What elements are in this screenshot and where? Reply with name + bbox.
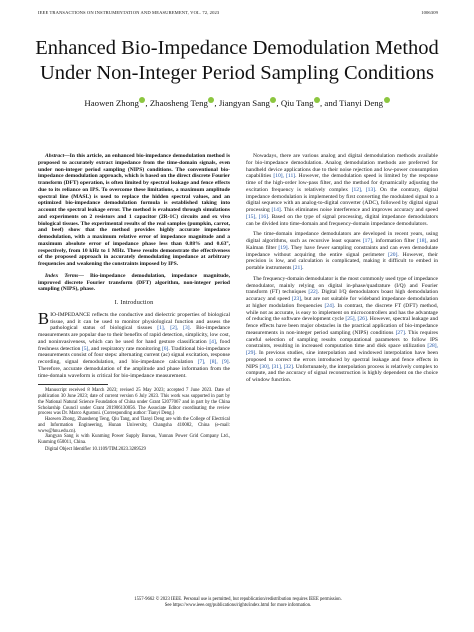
copyright-line-2[interactable]: See https://www.ieee.org/publications/rights/index.html for more information.: [164, 603, 312, 608]
abstract-text: —In this article, an enhanced bio-impedance demodulation method is proposed to accurately extract impedance from the time-domain signals, even under non-integer period sampling (NIPS) conditions. The conventional bio-impedance demodulation approach, which is based on the direct discrete Fourier transform (DFT) operation, is often limited by spectral leakage and fence effects due to its reliance on IPS. To overcome these limitations, a maximum amplitude spectral line (MASL) is used to replace the hidden spectral values, and an optimized bio-impedance demodulation formula is established taking into account the spectral leakage error. The method is evaluated through simulations and experiments on 2 resistors and 1 capacitor (2R-1C) circuits and ex vivo biological tissues. The experimental results of the real samples (pumpkin, carrot, and beef) show that the method provides highly accurate impedance demodulation, with a maximum relative error of impedance magnitude and a maximum absolute error of impedance phase less than 0.88% and 0.63°, respectively, from 10 kHz to 1 MHz. These results demonstrate the effectiveness of the proposed approach in accurately demodulating impedance at arbitrary frequencies and weakening the constraints imposed by IPS.: [38, 153, 230, 267]
citation-link[interactable]: [19]: [278, 244, 288, 251]
body-paragraph: [246, 153, 438, 227]
title-line-2: Under Non-Integer Period Sampling Conditions: [39, 62, 434, 84]
copyright-notice: [38, 597, 438, 609]
page-number: 1006309: [421, 10, 438, 15]
citation-link[interactable]: [20]: [388, 251, 398, 258]
footnotes: [38, 388, 230, 453]
text-run: IO-IMPEDANCE reflects the conductive and dielectric properties of biological tissue, and it can be used to monitor physiological function and assess the pathological status of biological tissues: [50, 311, 230, 332]
author-name[interactable]: Qiu Tang: [280, 98, 314, 108]
citation-link[interactable]: [4]: [209, 338, 216, 345]
citation-link[interactable]: [27]: [395, 329, 405, 336]
text-run: . Therefore, accurate demodulation of the amplitude and phase information from the time-domain waveform is critical for bio-impedance measurement.: [38, 359, 230, 379]
body-paragraph: [246, 276, 438, 384]
citation-link[interactable]: [15], [16]: [246, 213, 269, 220]
author-name[interactable]: Tianyi Deng: [339, 98, 384, 108]
citation-link[interactable]: [6]: [161, 345, 169, 352]
text-run: . They have fewer sampling constraints and can even demodulate impedance without acquiring the entire signal perimeter: [246, 244, 438, 258]
index-terms-text: — Bio-impedance demodulation, impedance magnitude, improved discrete Fourier transform (DFT) algorithm, non-integer period sampling (NIPS), phase.: [38, 272, 230, 293]
citation-link[interactable]: [17]: [362, 238, 373, 244]
text-run: , and Kalman filter: [246, 238, 438, 251]
text-run: , information filter: [372, 238, 418, 244]
right-column: [246, 153, 438, 384]
citation-link[interactable]: [12], [13]: [351, 186, 376, 193]
text-run: . Traditional bio-impedance measurements consist of four steps: alternating current (ac) signal excitation, response recording, signal demodulation, and bio-impedance calculation: [38, 345, 230, 365]
author-name[interactable]: Haowen Zhong: [84, 98, 139, 108]
citation-link[interactable]: [22]: [308, 289, 318, 296]
author-separator: , and: [320, 98, 340, 108]
text-run: The time-domain impedance demodulators are developed in recent years, using digital algorithms, such as recursive least squares: [246, 231, 438, 244]
left-column: [38, 153, 230, 453]
citation-link[interactable]: [5]: [81, 345, 89, 352]
citation-link[interactable]: [25], [26]: [345, 316, 367, 323]
text-run: . In contrast, the discrete FT (DFT) method, while not as accurate, is easy to implement on microcontrollers and has the advantage of reducing the software development cycle: [246, 302, 438, 323]
text-run: . On the contrary, digital impedance demodulation is implemented by first converting the modulated signal to a digital sequence with an analog-to-digital converter (ADC), followed by digital signal processing: [246, 186, 438, 213]
footnote-manuscript: Manuscript received 8 March 2023; revised 25 May 2023; accepted 7 June 2023. Date of publication 30 June 2023; date of current version 6 July 2023. This work was supported in part by the National Natural Science Foundation of China under Grant 52077067 and in part by the China Scholarship Council under Grant 201906130056. The Associate Editor coordinating the review process was Dr. Marco Agustoni. (Corresponding author: Tianyi Deng.): [38, 388, 230, 417]
citation-link[interactable]: [28], [29]: [246, 343, 438, 356]
drop-cap: B: [38, 309, 50, 329]
journal-name: IEEE TRANSACTIONS ON INSTRUMENTATION AND MEASUREMENT, VOL. 72, 2023: [38, 10, 220, 15]
text-run: , food freshness detection: [38, 338, 230, 352]
text-run: . This eliminates noise interference and improves accuracy and speed: [280, 207, 438, 213]
citation-link[interactable]: [24]: [324, 302, 334, 309]
text-run: .: [302, 265, 304, 271]
author-separator: ,: [214, 98, 219, 108]
text-run: Nowadays, there are various analog and digital demodulation methods available for bio-impedance demodulation. Analog demodulation methods are preferred for handheld device applications due to their noise rejection and low-power consumption capabilities: [246, 153, 438, 180]
footnote-divider: [38, 384, 108, 385]
text-run: . However, the demodulation speed is limited by the response time of the high-order low-pass filter, and the method for dynamically adjusting the excitation frequency is relatively complex: [246, 173, 438, 193]
text-run: . In previous studies, sine interpolation and windowed interpolation have been proposed to correct the errors introduced by spectral leakage and fence effects in NIPS: [246, 350, 438, 370]
author-separator: ,: [276, 98, 281, 108]
author-name[interactable]: Jiangyan Sang: [218, 98, 270, 108]
citation-link[interactable]: [10], [11]: [273, 173, 296, 180]
running-header: [38, 10, 438, 18]
author-list: [20, 97, 454, 108]
text-run: , but are not suitable for wideband impedance demodulation at higher modulation frequencies: [246, 296, 438, 309]
text-run: . Bio-impedance measurements are popular due to their benefits of rapid detection, simplicity, low cost, and noninvasiveness, which can be used for hand gesture classification: [38, 325, 230, 345]
text-run: . Based on the type of signal processing, digital impedance demodulators can be divided into time-domain and frequency-domain impedance demodulators.: [246, 213, 438, 227]
paper-title: [20, 36, 454, 86]
text-run: , and respiratory rate monitoring: [88, 345, 162, 352]
footnote-affiliation: Jiangyan Sang is with Kunming Power Supply Bureau, Yunnan Power Grid Company Ltd., Kunming 650011, China.: [38, 434, 230, 445]
citation-link[interactable]: [18]: [417, 238, 427, 244]
citation-link[interactable]: [21]: [292, 265, 303, 271]
citation-link[interactable]: [7], [8], [9]: [197, 359, 229, 365]
text-run: . Unfortunately, the interpolation process is relatively complex to compute, and the accuracy of signal reconstruction is highly dependent on the choice of window function.: [246, 363, 438, 383]
text-run: . However, their precision is low, and calculation is complicated, making it difficult to embed in portable instruments: [246, 251, 438, 271]
text-run: The frequency-domain demodulator is the most commonly used type of impedance demodulator, mainly relying on digital in-phase/quadrature (I/Q) and Fourier transform (FT) techniques: [246, 275, 438, 296]
author-name[interactable]: Zhaosheng Teng: [149, 98, 208, 108]
abstract: [38, 153, 230, 268]
title-line-1: Enhanced Bio-Impedance Demodulation Method: [35, 37, 439, 59]
citation-link[interactable]: [23]: [291, 296, 302, 302]
text-run: . This requires careful selection of sampling results computational parameters to follow IPS constraints, resulting in increased computation time and disk space utilization: [246, 329, 438, 350]
text-run: . However, spectral leakage and fence effects have been major obstacles in the practical application of bio-impedance measurements in non-integer period sampling (NIPS) conditions: [246, 316, 438, 336]
citation-link[interactable]: [30], [31], [32]: [259, 363, 293, 370]
copyright-line-1: 1557-9662 © 2023 IEEE. Personal use is permitted, but republication/redistribution requires IEEE permission.: [134, 597, 342, 602]
abstract-lead: Abstract: [45, 153, 65, 159]
doi-line[interactable]: Digital Object Identifier 10.1109/TIM.2023.3289529: [45, 447, 146, 453]
citation-link[interactable]: [14]: [271, 207, 281, 213]
index-terms: [38, 273, 230, 293]
text-run: . Digital I/Q demodulators boast high demodulation accuracy and speed: [246, 289, 438, 302]
citation-link[interactable]: [1], [2], [3]: [157, 325, 190, 332]
footnote-affiliation: Haowen Zhong, Zhaosheng Teng, Qiu Tang, and Tianyi Deng are with the College of Electrical and Information Engineering, Hunan University, Changsha 410082, China (e-mail: www@hnu.edu.cn).: [38, 417, 230, 434]
author-separator: ,: [145, 98, 150, 108]
section-heading-introduction: I. Introduction: [114, 299, 154, 306]
body-paragraph: [246, 231, 438, 272]
index-terms-lead: Index Terms: [45, 272, 79, 279]
introduction-paragraph: [38, 309, 230, 380]
orcid-icon[interactable]: [384, 97, 390, 103]
